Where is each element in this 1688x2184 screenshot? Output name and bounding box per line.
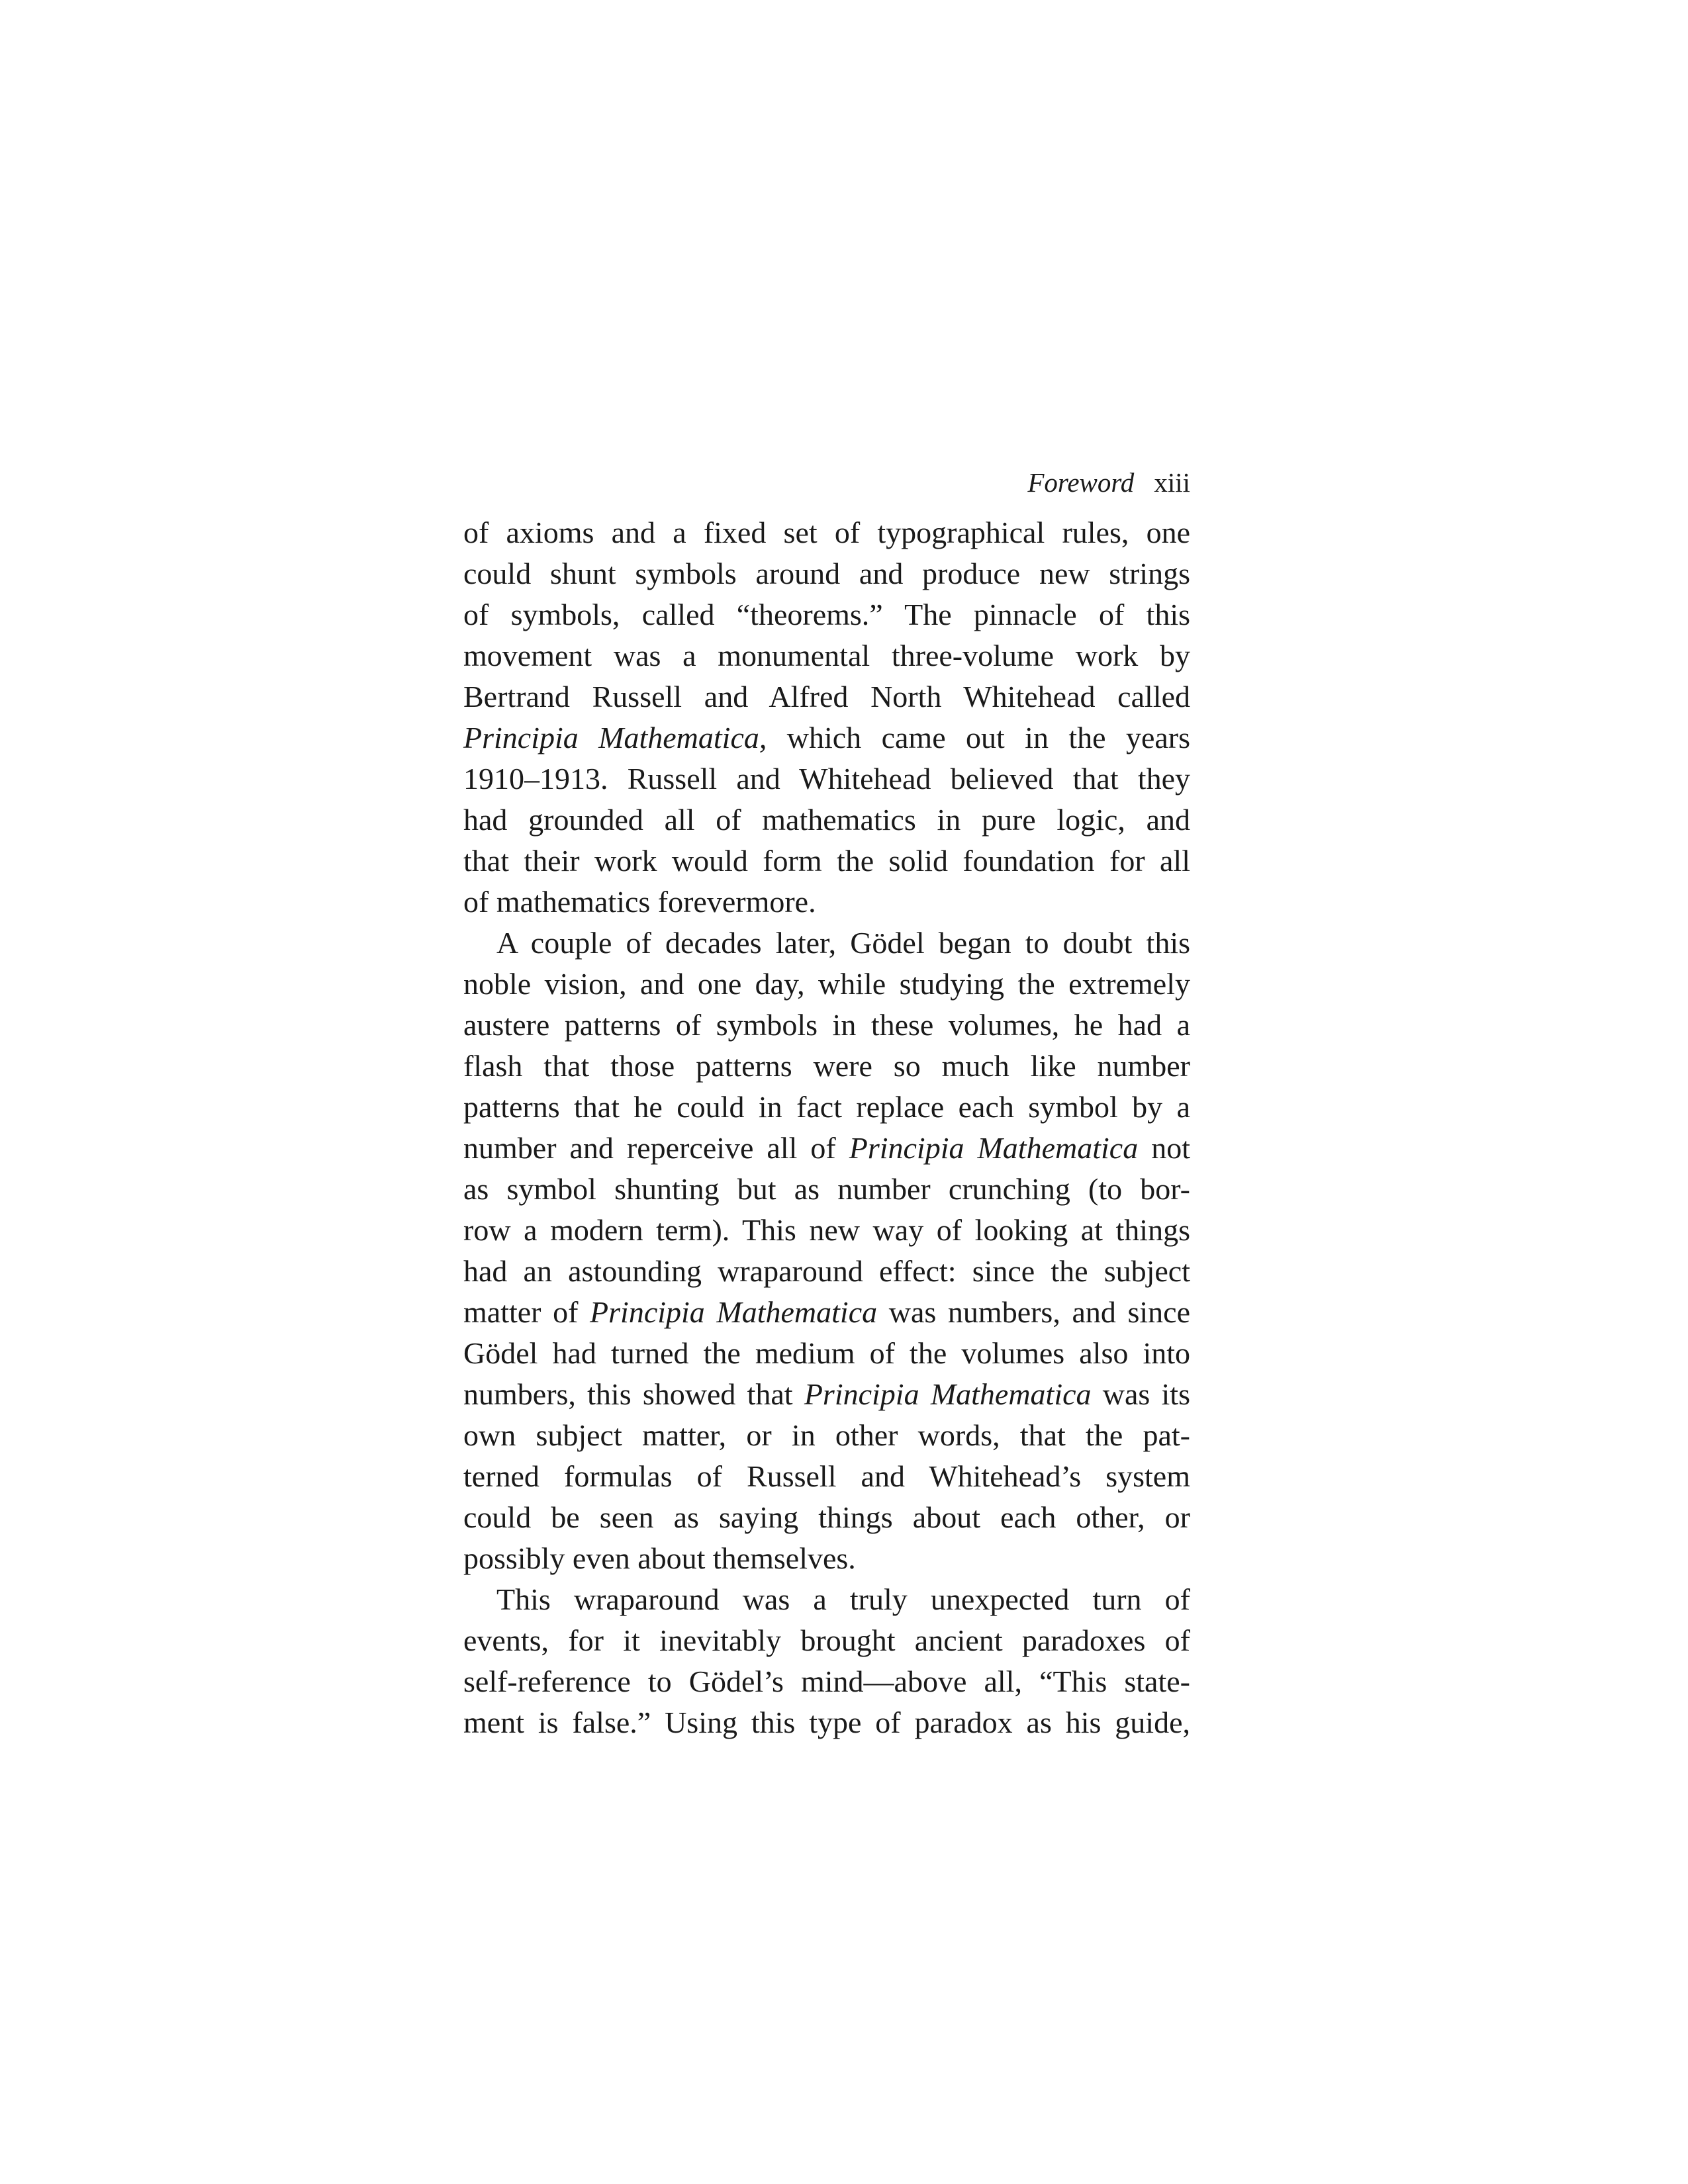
text-run: number and reperceive all of — [463, 1131, 849, 1165]
text-line — [463, 799, 1190, 841]
text-run: self-reference to Gödel’s mind—above all, “This state- — [463, 1664, 1190, 1698]
text-run: which came out in the years — [767, 721, 1190, 754]
text-line — [463, 1046, 1190, 1087]
text-run: patterns that he could in fact replace each symbol by a — [463, 1090, 1190, 1124]
italic-title: Principia Mathematica, — [463, 721, 767, 754]
text-line — [463, 1087, 1190, 1128]
text-run: was numbers, and since — [877, 1295, 1190, 1329]
running-header — [463, 461, 1190, 504]
text-run: austere patterns of symbols in these volumes, he had a — [463, 1008, 1190, 1042]
text-line — [463, 964, 1190, 1005]
text-line — [463, 1620, 1190, 1661]
text-line — [463, 923, 1190, 964]
text-line — [463, 1497, 1190, 1538]
text-line — [463, 1661, 1190, 1702]
italic-title: Principia Mathematica — [804, 1377, 1092, 1411]
body-text — [463, 512, 1190, 1743]
paragraph — [463, 1579, 1190, 1743]
text-run: 1910–1913. Russell and Whitehead believed that they — [463, 762, 1190, 796]
text-run: flash that those patterns were so much like number — [463, 1049, 1190, 1083]
text-line — [463, 676, 1190, 717]
text-line — [463, 1702, 1190, 1743]
text-run: of mathematics forevermore. — [463, 885, 816, 919]
text-run: possibly even about themselves. — [463, 1541, 856, 1575]
text-run: events, for it inevitably brought ancient paradoxes of — [463, 1623, 1190, 1657]
text-line — [463, 841, 1190, 882]
text-run: This wraparound was a truly unexpected turn of — [496, 1582, 1190, 1616]
text-run: as symbol shunting but as number crunching (to bor- — [463, 1172, 1190, 1206]
text-line — [463, 635, 1190, 676]
text-run: had grounded all of mathematics in pure logic, and — [463, 803, 1190, 837]
text-run: row a modern term). This new way of looking at things — [463, 1213, 1190, 1247]
text-run: movement was a monumental three-volume work by — [463, 639, 1190, 672]
text-line — [463, 1169, 1190, 1210]
running-header-section: Foreword — [1027, 467, 1135, 498]
text-run: of symbols, called “theorems.” The pinnacle of this — [463, 598, 1190, 631]
text-run: that their work would form the solid foundation for all — [463, 844, 1190, 878]
text-run: could be seen as saying things about each other, or — [463, 1500, 1190, 1534]
text-run: own subject matter, or in other words, that the pat- — [463, 1418, 1190, 1452]
text-line — [463, 758, 1190, 799]
text-line — [463, 717, 1190, 758]
text-line — [463, 1005, 1190, 1046]
text-line — [463, 1456, 1190, 1497]
text-line — [463, 1374, 1190, 1415]
page-number: xiii — [1154, 467, 1190, 498]
text-run: numbers, this showed that — [463, 1377, 804, 1411]
italic-title: Principia Mathematica — [849, 1131, 1139, 1165]
text-run: A couple of decades later, Gödel began to doubt this — [496, 926, 1190, 960]
paragraph — [463, 512, 1190, 923]
text-line — [463, 1292, 1190, 1333]
text-run: could shunt symbols around and produce new strings — [463, 557, 1190, 590]
text-run: of axioms and a fixed set of typographical rules, one — [463, 516, 1190, 549]
text-run: Gödel had turned the medium of the volumes also into — [463, 1336, 1190, 1370]
text-run: terned formulas of Russell and Whitehead’s system — [463, 1459, 1190, 1493]
text-run: had an astounding wraparound effect: since the subject — [463, 1254, 1190, 1288]
text-run: noble vision, and one day, while studying the extremely — [463, 967, 1190, 1001]
text-run: not — [1138, 1131, 1190, 1165]
text-line — [463, 553, 1190, 594]
text-run: matter of — [463, 1295, 590, 1329]
text-line — [463, 1415, 1190, 1456]
paragraph — [463, 923, 1190, 1579]
text-line — [463, 1579, 1190, 1620]
text-run: ment is false.” Using this type of paradox as his guide, — [463, 1706, 1190, 1739]
text-line — [463, 594, 1190, 635]
text-line — [463, 1538, 1190, 1579]
text-run: was its — [1091, 1377, 1190, 1411]
text-line — [463, 1251, 1190, 1292]
text-line — [463, 1210, 1190, 1251]
italic-title: Principia Mathematica — [590, 1295, 878, 1329]
text-run: Bertrand Russell and Alfred North Whitehead called — [463, 680, 1190, 713]
text-line — [463, 1128, 1190, 1169]
text-line — [463, 512, 1190, 553]
text-line — [463, 1333, 1190, 1374]
text-line — [463, 882, 1190, 923]
